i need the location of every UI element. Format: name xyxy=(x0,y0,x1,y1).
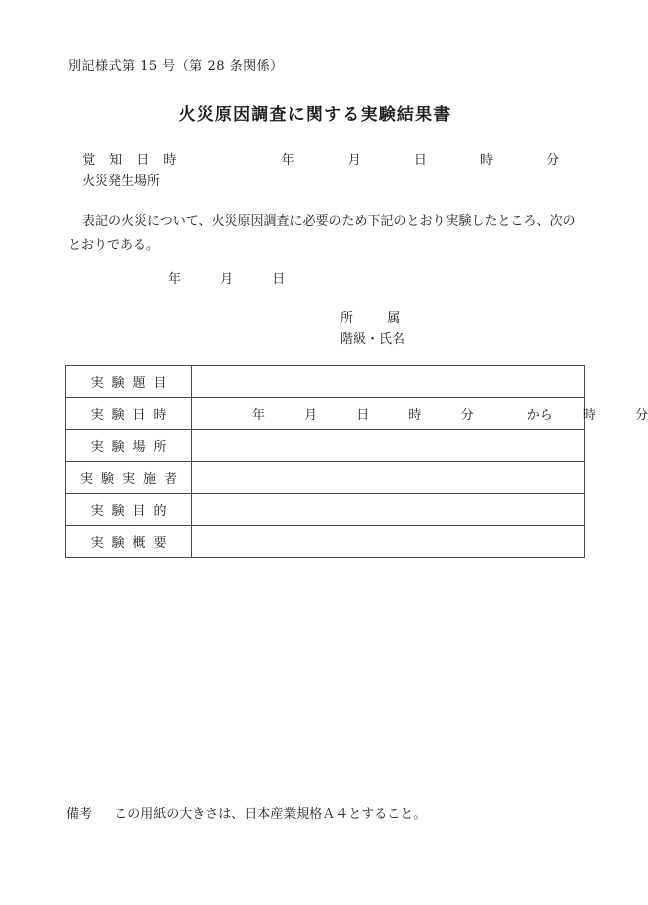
awareness-month: 月 xyxy=(347,153,361,168)
row-label-place: 実験場所 xyxy=(90,440,175,455)
experiment-year: 年 xyxy=(252,408,266,423)
awareness-datetime-row xyxy=(82,150,559,171)
rank-name-line xyxy=(340,329,405,350)
table-row xyxy=(66,494,585,526)
row-value-cell-title[interactable] xyxy=(192,366,585,398)
row-label-cell-title xyxy=(66,366,192,398)
row-value-cell-summary[interactable] xyxy=(192,526,585,558)
row-label-purpose: 実験目的 xyxy=(90,504,175,519)
experiment-hour-start: 時 xyxy=(408,408,422,423)
row-label-cell-datetime xyxy=(66,398,192,430)
body-paragraph: 表記の火災について、火災原因調査に必要のため下記のとおり実験したところ、次のとおりである。 xyxy=(68,214,576,253)
awareness-minute: 分 xyxy=(546,153,560,168)
affiliation-label-b: 属 xyxy=(387,311,401,326)
form-number: 別記様式第 15 号（第 28 条関係） xyxy=(68,59,284,74)
rank-name-label: 階級・氏名 xyxy=(340,332,406,347)
table-row xyxy=(66,526,585,558)
table-row xyxy=(66,462,585,494)
row-value-cell-datetime[interactable] xyxy=(192,398,648,430)
notice-block xyxy=(82,150,559,192)
experiment-day: 日 xyxy=(356,408,370,423)
signature-date-line xyxy=(168,268,285,287)
experiment-from-label: から xyxy=(526,408,553,423)
experiment-minute-start: 分 xyxy=(460,408,474,423)
affiliation-label-a: 所 xyxy=(340,311,354,326)
signature-day: 日 xyxy=(272,272,286,287)
footer-note-label: 備考 xyxy=(66,807,93,822)
affiliation-line xyxy=(340,308,405,329)
table-row xyxy=(66,398,585,430)
awareness-hour: 時 xyxy=(479,153,493,168)
row-label-title: 実験題目 xyxy=(90,376,175,391)
experiment-month: 月 xyxy=(304,408,318,423)
row-value-cell-operator[interactable] xyxy=(192,462,585,494)
table-row xyxy=(66,366,585,398)
awareness-datetime-fields xyxy=(282,150,560,171)
row-label-operator: 実験実施者 xyxy=(79,472,185,487)
row-label-cell-operator xyxy=(66,462,192,494)
fire-place-row xyxy=(82,171,559,192)
awareness-year: 年 xyxy=(281,153,295,168)
experiment-result-table xyxy=(65,365,648,558)
experiment-hour-end: 時 xyxy=(582,408,596,423)
footer-note-text: この用紙の大きさは、日本産業規格Ａ４とすること。 xyxy=(114,807,427,822)
row-value-cell-place[interactable] xyxy=(192,430,585,462)
row-label-cell-place xyxy=(66,430,192,462)
fire-place-label: 火災発生場所 xyxy=(82,174,161,189)
row-label-summary: 実験概要 xyxy=(90,536,175,551)
footer-note xyxy=(66,803,426,822)
signature-year: 年 xyxy=(168,272,182,287)
experiment-datetime-fields xyxy=(192,404,648,423)
signature-month: 月 xyxy=(220,272,234,287)
awareness-day: 日 xyxy=(413,153,427,168)
row-label-datetime: 実験日時 xyxy=(90,408,175,423)
row-label-cell-summary xyxy=(66,526,192,558)
row-value-cell-purpose[interactable] xyxy=(192,494,585,526)
experiment-minute-end: 分 xyxy=(634,408,648,423)
awareness-datetime-label: 覚 知 日 時 xyxy=(82,153,182,168)
signature-block xyxy=(340,308,405,350)
row-label-cell-purpose xyxy=(66,494,192,526)
page-title: 火災原因調査に関する実験結果書 xyxy=(178,105,452,125)
table-row xyxy=(66,430,585,462)
